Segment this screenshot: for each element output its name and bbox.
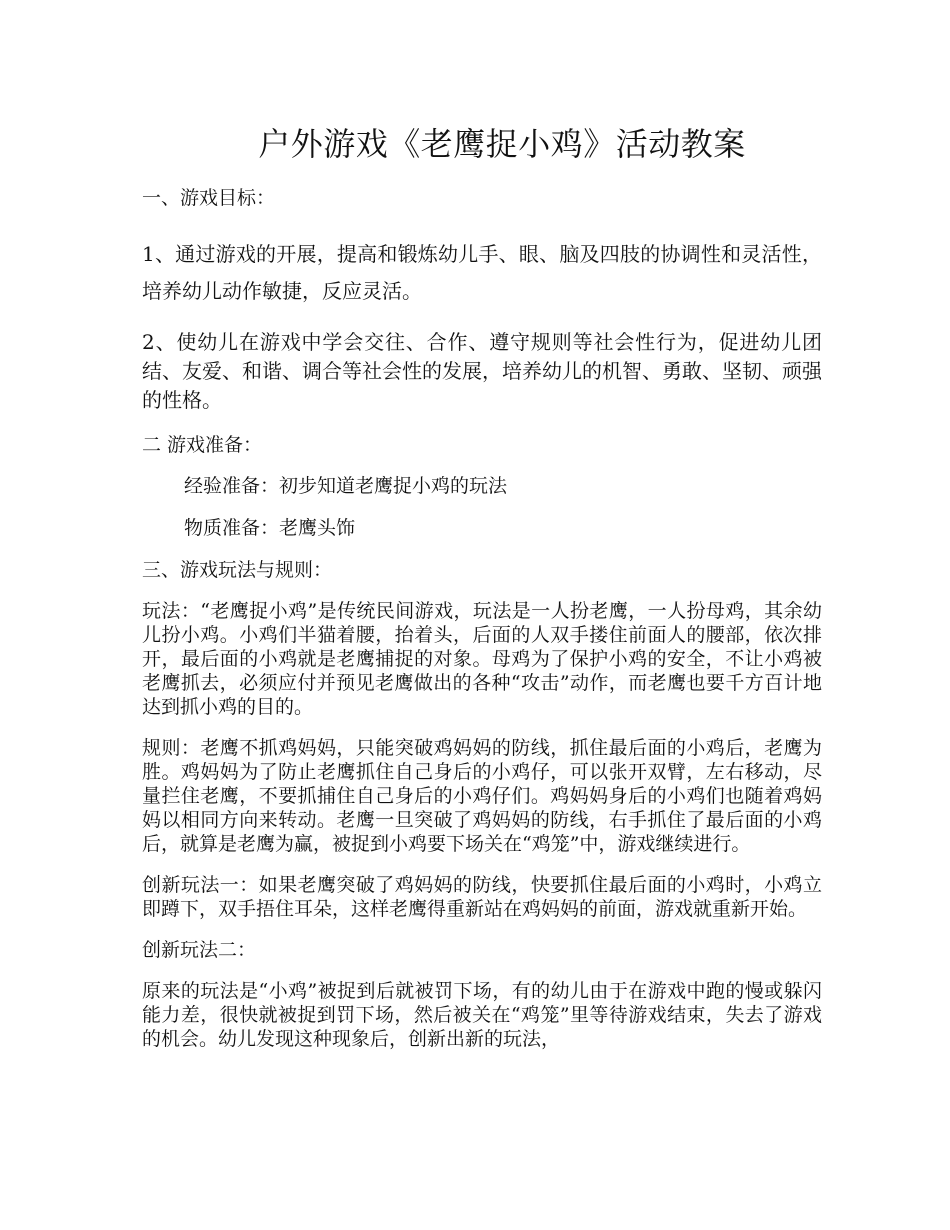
paragraph-rules: 规则：老鹰不抓鸡妈妈，只能突破鸡妈妈的防线，抓住最后面的小鸡后，老鹰为胜。鸡妈妈为了防止老鹰抓住自己身后的小鸡仔，可以张开双臂，左右移动，尽量拦住老鹰，不要抓捕住自己身后的小鸡仔们。鸡妈妈身后的小鸡们也随着鸡妈妈以相同方向来转动。老鹰一旦突破了鸡妈妈的防线，右手抓住了最后面的小鸡后，就算是老鹰为赢，被捉到小鸡要下场关在“鸡笼”中，游戏继续进行。 — [142, 737, 822, 855]
preparation-materials: 物质准备：老鹰头饰 — [184, 517, 356, 539]
preparation-experience: 经验准备：初步知道老鹰捉小鸡的玩法 — [184, 475, 508, 497]
section-heading-preparation: 二 游戏准备： — [142, 434, 263, 456]
section-heading-rules: 三、游戏玩法与规则： — [142, 559, 333, 581]
section-heading-goals: 一、游戏目标： — [142, 187, 276, 209]
paragraph-variation-2-heading: 创新玩法二： — [142, 939, 257, 961]
paragraph-gameplay: 玩法：“老鹰捉小鸡”是传统民间游戏，玩法是一人扮老鹰，一人扮母鸡，其余幼儿扮小鸡。小鸡们半猫着腰，抬着头，后面的人双手搂住前面人的腰部，依次排开，最后面的小鸡就是老鹰捕捉的对象。母鸡为了保护小鸡的安全，不让小鸡被老鹰抓去，必须应付并预见老鹰做出的各种“攻击”动作，而老鹰也要千方百计地达到抓小鸡的目的。 — [142, 600, 822, 718]
goal-item-1: 1、通过游戏的开展，提高和锻炼幼儿手、眼、脑及四肢的协调性和灵活性，培养幼儿动作敏捷，反应灵活。 — [142, 242, 822, 303]
paragraph-variation-2: 原来的玩法是“小鸡”被捉到后就被罚下场，有的幼儿由于在游戏中跑的慢或躲闪能力差，很快就被捉到罚下场，然后被关在“鸡笼”里等待游戏结束，失去了游戏的机会。幼儿发现这种现象后，创新出新的玩法， — [142, 980, 822, 1050]
paragraph-variation-1: 创新玩法一：如果老鹰突破了鸡妈妈的防线，快要抓住最后面的小鸡时，小鸡立即蹲下，双手捂住耳朵，这样老鹰得重新站在鸡妈妈的前面，游戏就重新开始。 — [142, 874, 822, 920]
document-title: 户外游戏《老鹰捉小鸡》活动教案 — [258, 125, 746, 163]
goal-item-2: 2、使幼儿在游戏中学会交往、合作、遵守规则等社会性行为，促进幼儿团结、友爱、和谐、调合等社会性的发展，培养幼儿的机智、勇敢、坚韧、顽强的性格。 — [142, 330, 822, 412]
